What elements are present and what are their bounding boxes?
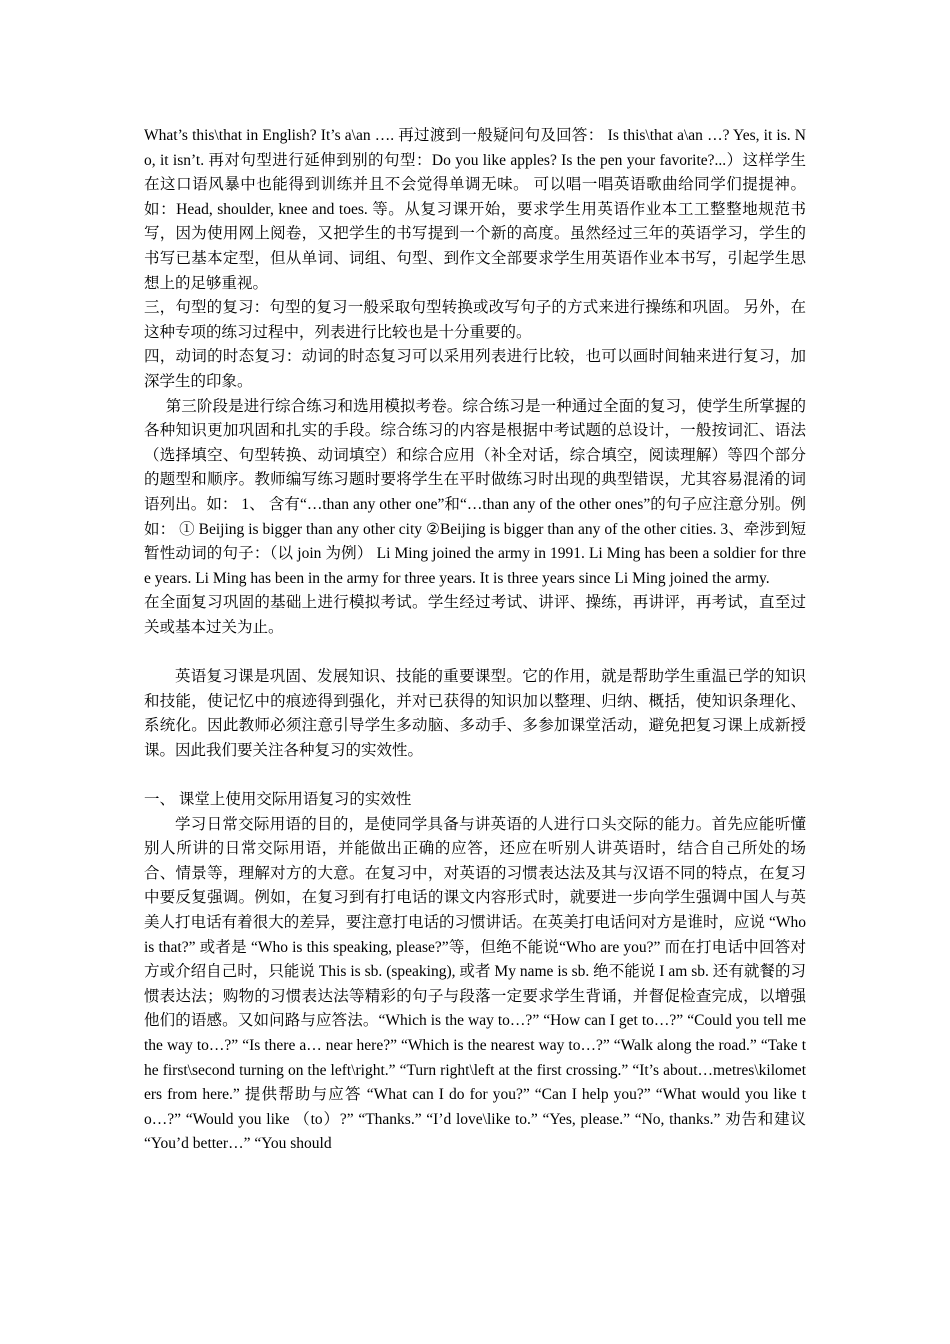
paragraph: 学习日常交际用语的目的，是使同学具备与讲英语的人进行口头交际的能力。首先应能听懂别人所讲的日常交际用语，并能做出正确的应答，还应在听别人讲英语时，结合自己所处的场合、情景等，理解对方的大意。在复习中，对英语的习惯表达法及其与汉语不同的特点，在复习中要反复强调。例如，在复习到有打电话的课文内容形式时，就要进一步向学生强调中国人与英美人打电话有着很大的差异，要注意打电话的习惯讲话。在英美打电话问对方是谁时，应说 “Who is that?” 或者是 “Who is this speaking, please?”等，但绝不能说“Who are you?” 而在打电话中回答对方或介绍自己时，只能说 This is sb. (speaking), 或者 My name is sb. 绝不能说 I am sb. 还有就餐的习惯表达法；购物的习惯表达法等精彩的句子与段落一定要求学生背诵，并督促检查完成，以增强他们的语感。又如问路与应答法。“Which is the way to…?” “How can I get to…?” “Could you tell me the way to…?” “Is there a… near here?” “Which is the nearest way to…?” “Walk along the road.” “Take the first\second turning on the left\right.” “Turn right\left at the first crossing.” “It’s about…metres\kilometers from here.” 提供帮助与应答 “What can I do for you?” “Can I help you?” “What would you like to…?” “Would you like （to）?” “Thanks.” “I’d love\like to.” “Yes, please.” “No, thanks.” 劝告和建议 “You’d better…” “You should <box>144 815 806 1153</box>
paragraph: 在全面复习巩固的基础上进行模拟考试。学生经过考试、讲评、操练，再讲评，再考试，直至过关或基本过关为止。 <box>144 594 806 636</box>
paragraph: 三，句型的复习：句型的复习一般采取句型转换或改写句子的方式来进行操练和巩固。 另外，在这种专项的练习过程中，列表进行比较也是十分重要的。 <box>144 299 806 341</box>
paragraph: What’s this\that in English? It’s a\an …. 再过渡到一般疑问句及回答： Is this\that a\an …? Yes, it is. No, it isn’t. 再对句型进行延伸到别的句型：Do you like apples? Is the pen your favorite?...）这样学生在这口语风暴中也能得到训练并且不会觉得单调无味。 可以唱一唱英语歌曲给同学们提提神。如：Head, shoulder, knee and toes. 等。从复习课开始，要求学生用英语作业本工工整整地规范书写，因为使用网上阅卷，又把学生的书写提到一个新的高度。虽然经过三年的英语学习，学生的书写已基本定型，但从单词、词组、句型、到作文全部要求学生用英语作业本书写，引起学生思想上的足够重视。 <box>144 127 806 292</box>
document-body <box>144 124 806 1157</box>
blank-line <box>144 763 806 788</box>
blank-line <box>144 640 806 665</box>
paragraph: 第三阶段是进行综合练习和选用模拟考卷。综合练习是一种通过全面的复习，使学生所掌握的各种知识更加巩固和扎实的手段。综合练习的内容是根据中考试题的总设计，一般按词汇、语法（选择填空、句型转换、动词填空）和综合应用（补全对话，综合填空，阅读理解）等四个部分的题型和顺序。教师编写练习题时要将学生在平时做练习时出现的典型错误，尤其容易混淆的词语列出。如： 1、 含有“…than any other one”和“…than any of the other ones”的句子应注意分别。例如： ① Beijing is bigger than any other city ②Beijing is bigger than any of the other cities. 3、牵涉到短暂性动词的句子：（以 join 为例） Li Ming joined the army in 1991. Li Ming has been a soldier for three years. Li Ming has been in the army for three years. It is three years since Li Ming joined the army. <box>144 397 806 587</box>
paragraph: 英语复习课是巩固、发展知识、技能的重要课型。它的作用，就是帮助学生重温已学的知识和技能，使记忆中的痕迹得到强化，并对已获得的知识加以整理、归纳、概括，使知识条理化、系统化。因此教师必须注意引导学生多动脑、多动手、多参加课堂活动，避免把复习课上成新授课。因此我们要关注各种复习的实效性。 <box>144 668 806 759</box>
paragraph: 四，动词的时态复习：动词的时态复习可以采用列表进行比较，也可以画时间轴来进行复习，加深学生的印象。 <box>144 348 806 390</box>
section-heading: 一、 课堂上使用交际用语复习的实效性 <box>144 791 412 809</box>
